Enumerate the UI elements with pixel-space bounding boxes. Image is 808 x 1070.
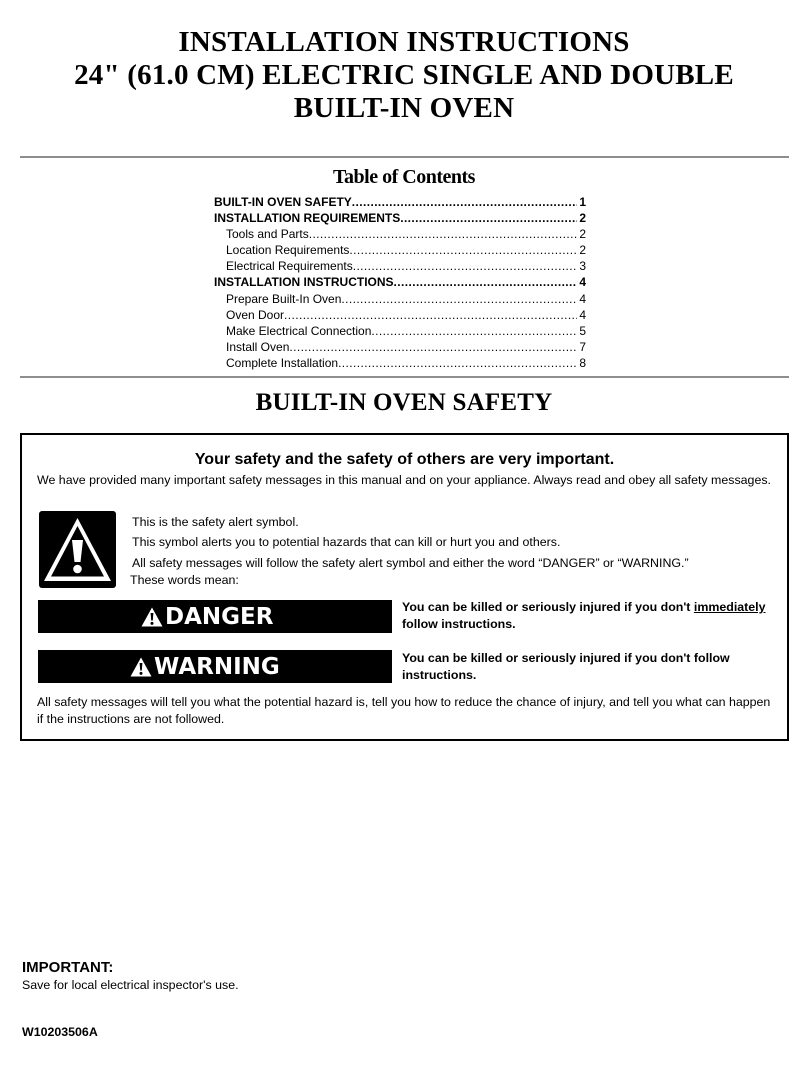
warning-alert-icon [130,657,152,677]
toc-entry-tools[interactable]: Tools and Parts ..... 2 [214,226,586,242]
title-divider [20,156,789,158]
toc-entry-instructions[interactable]: INSTALLATION INSTRUCTIONS ..... 4 [214,274,586,290]
document-number: W10203506A [22,1025,98,1039]
danger-alert-icon [141,607,163,627]
safety-outro: All safety messages will tell you what the potential hazard is, tell you how to reduce the chance of injury, and tell you what can happen if the instructions are not followed. [37,695,771,726]
safety-alert-icon [39,511,116,588]
safety-box [20,433,789,741]
warning-message: You can be killed or seriously injured if you don't follow instructions. [402,651,730,682]
alert-line-2: This symbol alerts you to potential hazards that can kill or hurt you and others. [132,535,561,549]
document-title [0,26,808,125]
toc-entry-connection[interactable]: Make Electrical Connection ..... 5 [214,323,586,339]
title-line-3: BUILT-IN OVEN [293,92,515,124]
toc-entry-requirements[interactable]: INSTALLATION REQUIREMENTS ..... 2 [214,210,586,226]
alert-line-1: This is the safety alert symbol. [132,515,299,529]
toc-entry-electrical[interactable]: Electrical Requirements ..... 3 [214,258,586,274]
danger-signal-bar [38,600,392,633]
alert-line-4: These words mean: [130,573,239,587]
toc-entry-complete[interactable]: Complete Installation ..... 8 [214,355,586,371]
section-heading: BUILT-IN OVEN SAFETY [255,389,553,416]
warning-label: WARNING [154,653,280,680]
danger-emphasis: immediately [693,600,766,614]
important-label: IMPORTANT: [22,959,114,976]
important-text: Save for local electrical inspector's use. [22,978,239,992]
toc-entry-prepare[interactable]: Prepare Built-In Oven ..... 4 [214,291,586,307]
alert-line-3: All safety messages will follow the safety alert symbol and either the word “DANGER” or “WARNING.” [132,556,689,570]
table-of-contents [214,194,586,371]
safety-intro: We have provided many important safety messages in this manual and on your appliance. Always read and obey all safety messages. [37,473,771,487]
title-line-1: INSTALLATION INSTRUCTIONS [178,26,630,58]
toc-entry-location[interactable]: Location Requirements ..... 2 [214,242,586,258]
safety-box-heading: Your safety and the safety of others are very important. [194,451,615,468]
warning-signal-bar [38,650,392,683]
danger-message: You can be killed or seriously injured if you don't immediately follow instructions. [402,600,766,631]
toc-entry-oven-door[interactable]: Oven Door ..... 4 [214,307,586,323]
danger-label: DANGER [165,603,274,630]
title-line-2: 24" (61.0 CM) ELECTRIC SINGLE AND DOUBLE [74,59,734,91]
toc-divider [20,376,789,378]
toc-entry-install[interactable]: Install Oven ..... 7 [214,339,586,355]
toc-heading: Table of Contents [333,166,475,188]
toc-entry-safety[interactable]: BUILT-IN OVEN SAFETY ..... 1 [214,194,586,210]
